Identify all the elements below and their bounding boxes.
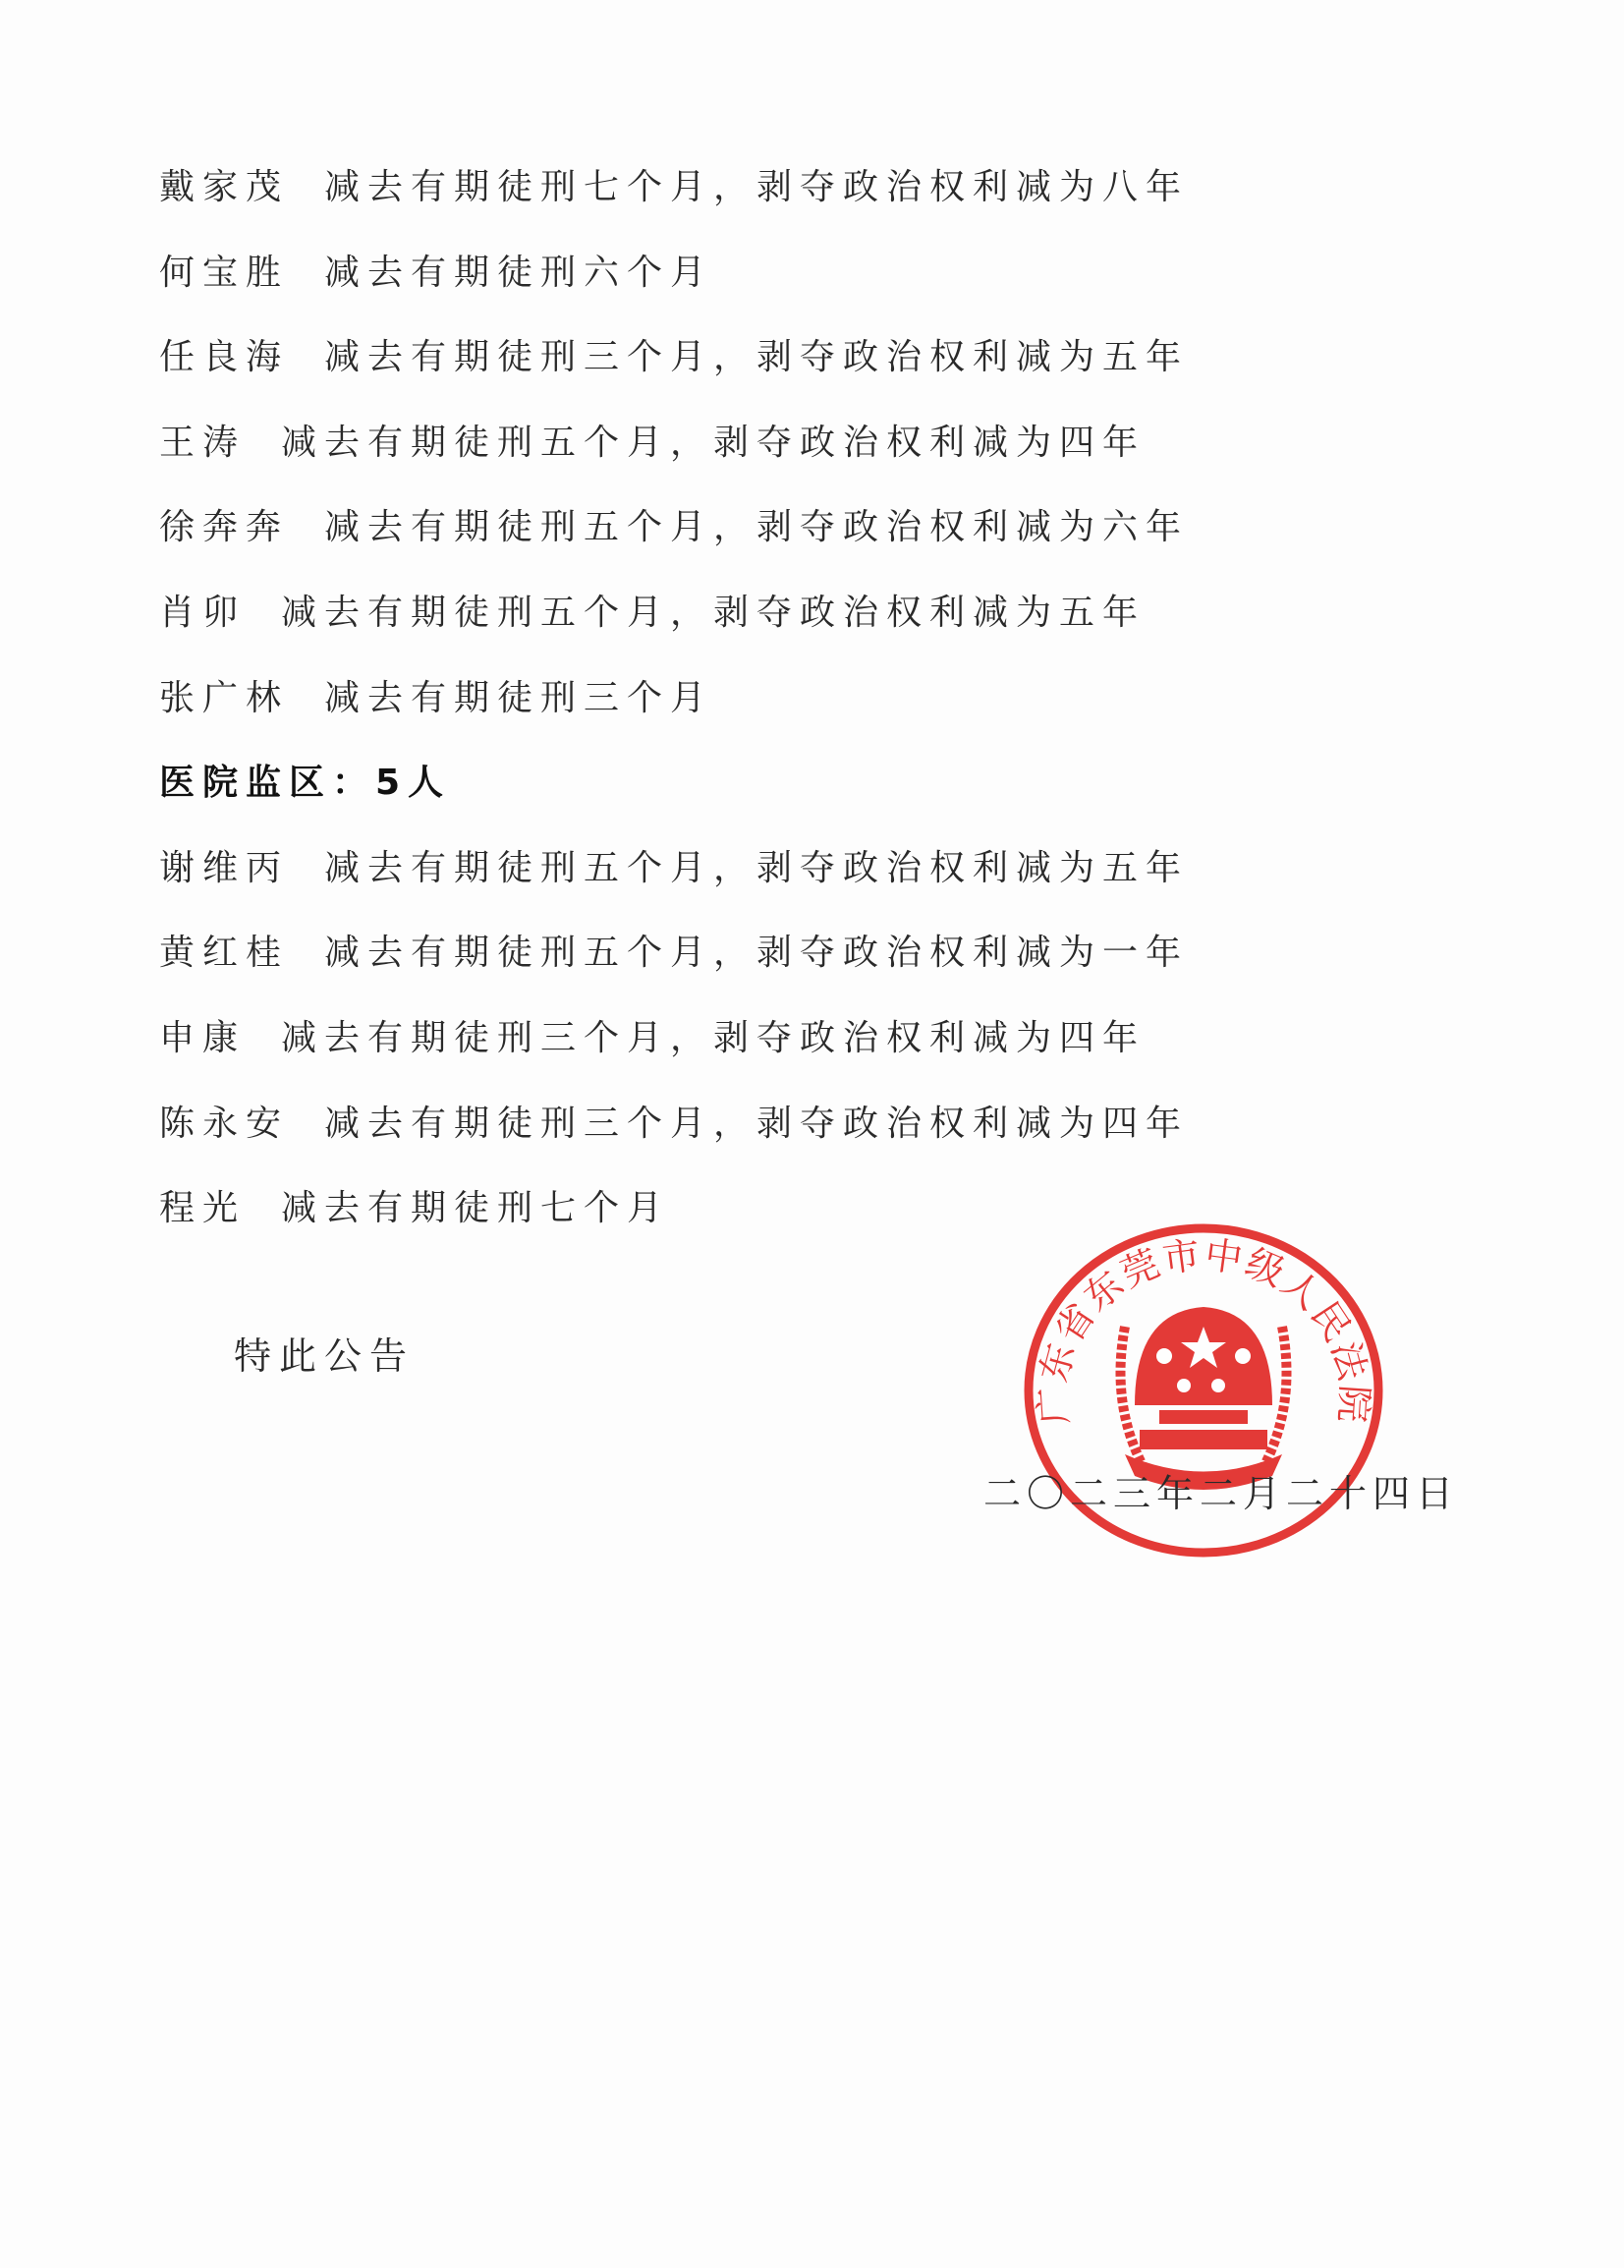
sentence-decision: 减去有期徒刑七个月，剥夺政治权利减为八年 bbox=[324, 167, 1190, 207]
person-name: 陈永安 bbox=[159, 1103, 290, 1144]
sentence-decision: 减去有期徒刑五个月，剥夺政治权利减为五年 bbox=[281, 592, 1147, 633]
person-name: 王涛 bbox=[159, 422, 247, 463]
sentence-decision: 减去有期徒刑五个月，剥夺政治权利减为一年 bbox=[324, 933, 1190, 974]
announcement-body bbox=[159, 145, 1189, 1252]
sentence-decision: 减去有期徒刑五个月，剥夺政治权利减为五年 bbox=[324, 847, 1190, 888]
list-item bbox=[159, 231, 1189, 316]
person-name: 谢维丙 bbox=[159, 847, 290, 888]
sentence-decision: 减去有期徒刑三个月，剥夺政治权利减为五年 bbox=[324, 337, 1190, 378]
section-heading: 医院监区：5人 bbox=[159, 763, 452, 804]
sentence-decision: 减去有期徒刑七个月 bbox=[281, 1188, 671, 1229]
person-name: 徐奔奔 bbox=[159, 507, 290, 548]
list-item bbox=[159, 656, 1189, 742]
sentence-decision: 减去有期徒刑三个月 bbox=[324, 677, 714, 718]
person-name: 黄红桂 bbox=[159, 933, 290, 974]
list-item bbox=[159, 571, 1189, 656]
svg-text:广东省东莞市中级人民法院: 广东省东莞市中级人民法院 bbox=[1031, 1232, 1376, 1426]
sentence-decision: 减去有期徒刑三个月，剥夺政治权利减为四年 bbox=[281, 1017, 1147, 1058]
sentence-decision: 减去有期徒刑六个月 bbox=[324, 252, 714, 293]
list-item bbox=[159, 996, 1189, 1082]
list-item bbox=[159, 485, 1189, 571]
person-name: 申康 bbox=[159, 1017, 247, 1058]
closing-remark: 特此公告 bbox=[234, 1334, 416, 1378]
person-name: 任良海 bbox=[159, 337, 290, 378]
person-name: 肖卯 bbox=[159, 592, 247, 633]
sentence-decision: 减去有期徒刑五个月，剥夺政治权利减为四年 bbox=[281, 422, 1147, 463]
list-item bbox=[159, 315, 1189, 401]
person-name: 戴家茂 bbox=[159, 167, 290, 207]
person-name: 张广林 bbox=[159, 677, 290, 718]
sentence-decision: 减去有期徒刑五个月，剥夺政治权利减为六年 bbox=[324, 507, 1190, 548]
list-item bbox=[159, 1082, 1189, 1167]
sentence-decision: 减去有期徒刑三个月，剥夺政治权利减为四年 bbox=[324, 1103, 1190, 1144]
list-item bbox=[159, 145, 1189, 231]
list-item bbox=[159, 401, 1189, 486]
list-item bbox=[159, 826, 1189, 912]
list-item bbox=[159, 911, 1189, 996]
person-name: 何宝胜 bbox=[159, 252, 290, 293]
person-name: 程光 bbox=[159, 1188, 247, 1229]
issue-date: 二〇二三年二月二十四日 bbox=[982, 1472, 1459, 1515]
